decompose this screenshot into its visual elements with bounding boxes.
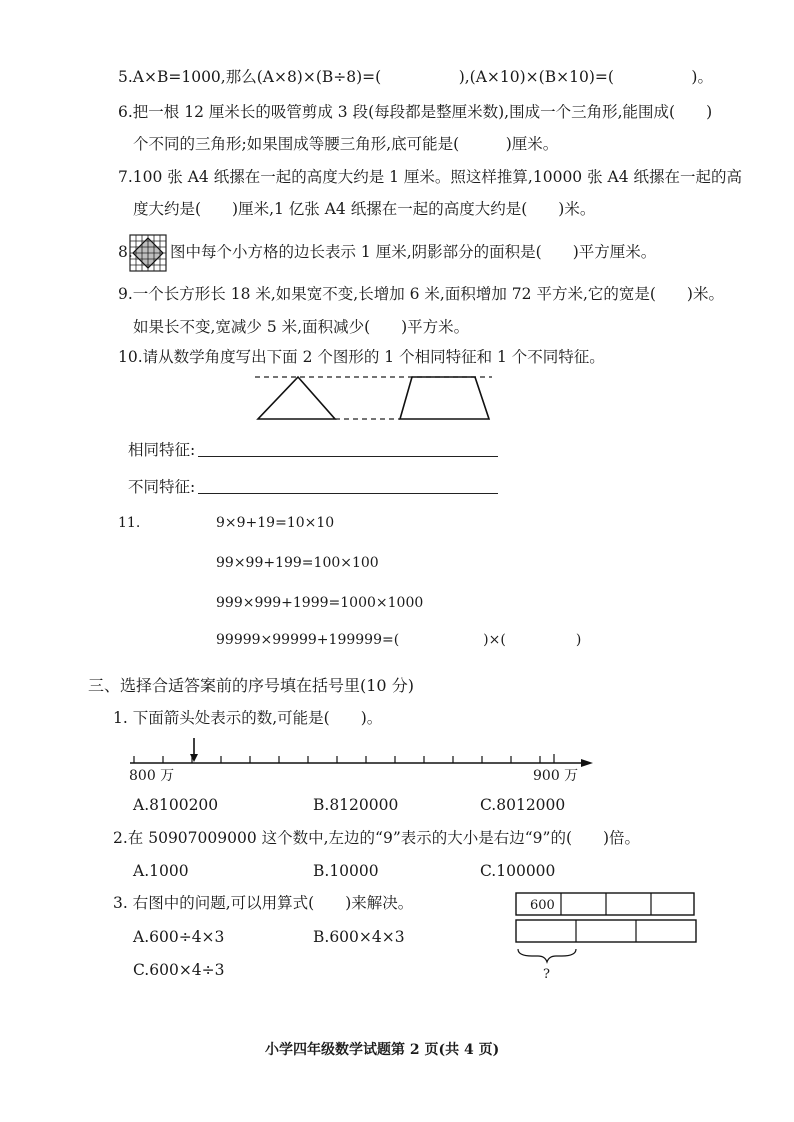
equation-line-4: 99999×99999+199999=( )×( ): [216, 632, 582, 648]
question-6-line-1: 6.把一根 12 厘米长的吸管剪成 3 段(每段都是整厘米数),围成一个三角形,能围成( ): [118, 103, 713, 121]
same-feature-label: 相同特征:: [128, 441, 196, 459]
section-3-question-3: 3. 右图中的问题,可以用算式( )来解决。: [113, 894, 414, 912]
section-3-q3-option-a: A.600÷4×3: [133, 928, 225, 946]
question-6-line-2: 个不同的三角形;如果围成等腰三角形,底可能是( )厘米。: [133, 135, 559, 153]
bar-model-question-mark: ?: [543, 967, 550, 982]
different-feature-label: 不同特征:: [128, 478, 196, 496]
equation-line-1: 9×9+19=10×10: [216, 515, 335, 531]
question-5: 5.A×B=1000,那么(A×8)×(B÷8)=( ),(A×10)×(B×10)=( )。: [118, 68, 713, 86]
different-feature-answer-line: [198, 493, 498, 494]
question-10-text: 10.请从数学角度写出下面 2 个图形的 1 个相同特征和 1 个不同特征。: [118, 348, 605, 366]
question-9-line-1: 9.一个长方形长 18 米,如果宽不变,长增加 6 米,面积增加 72 平方米,它的宽是( )米。: [118, 285, 724, 303]
number-line-right-label: 900 万: [533, 768, 579, 784]
question-8-number: 8.: [118, 243, 133, 261]
question-9-line-2: 如果长不变,宽减少 5 米,面积减少( )平方米。: [133, 318, 470, 336]
page-footer: 小学四年级数学试题第 2 页(共 4 页): [265, 1042, 500, 1058]
section-3-q3-option-c: C.600×4÷3: [133, 961, 225, 979]
section-3-q2-option-b: B.10000: [313, 862, 379, 880]
question-8-text: 图中每个小方格的边长表示 1 厘米,阴影部分的面积是( )平方厘米。: [170, 243, 657, 261]
grid-figure: [130, 235, 166, 271]
equation-line-3: 999×999+1999=1000×1000: [216, 595, 424, 611]
same-feature-answer-line: [198, 456, 498, 457]
section-3-question-1: 1. 下面箭头处表示的数,可能是( )。: [113, 709, 383, 727]
number-line: [125, 738, 600, 773]
question-7-line-2: 度大约是( )厘米,1 亿张 A4 纸摞在一起的高度大约是( )米。: [133, 200, 596, 218]
section-3-q1-option-b: B.8120000: [313, 796, 399, 814]
section-3-q2-option-c: C.100000: [480, 862, 556, 880]
section-3-q3-option-b: B.600×4×3: [313, 928, 405, 946]
number-line-left-label: 800 万: [129, 768, 175, 784]
bar-model-value: 600: [530, 898, 555, 913]
section-3-title: 三、选择合适答案前的序号填在括号里(10 分): [88, 676, 414, 695]
equation-line-2: 99×99+199=100×100: [216, 555, 379, 571]
question-11-number: 11.: [118, 515, 141, 531]
triangle-trapezoid-figure: [250, 370, 495, 425]
section-3-q2-option-a: A.1000: [133, 862, 189, 880]
question-7-line-1: 7.100 张 A4 纸摞在一起的高度大约是 1 厘米。照这样推算,10000 张 A4 纸摞在一起的高: [118, 168, 742, 186]
section-3-q1-option-c: C.8012000: [480, 796, 566, 814]
section-3-q1-option-a: A.8100200: [133, 796, 219, 814]
section-3-question-2: 2.在 50907009000 这个数中,左边的“9”表示的大小是右边“9”的( )倍。: [113, 829, 641, 847]
